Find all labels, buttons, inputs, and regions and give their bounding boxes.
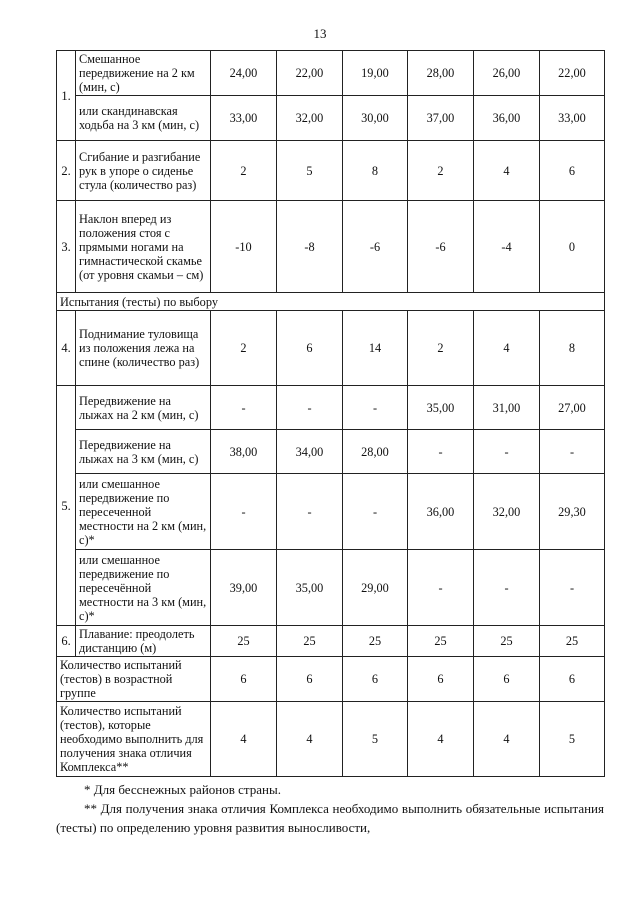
test-name: или смешанное передвижение по пересеченной местности на 2 км (мин, с)*	[76, 474, 211, 550]
norm-value: 6	[540, 657, 605, 702]
norm-value: 33,00	[540, 96, 605, 141]
norm-value: 27,00	[540, 386, 605, 430]
section-title: Испытания (тесты) по выбору	[57, 293, 605, 311]
table-row	[57, 550, 605, 626]
norm-value: -	[343, 474, 408, 550]
norm-value: 6	[277, 311, 343, 386]
test-name: Смешанное передвижение на 2 км (мин, с)	[76, 51, 211, 96]
table-row	[57, 386, 605, 430]
norm-value: 2	[211, 311, 277, 386]
norm-value: 24,00	[211, 51, 277, 96]
test-name: Поднимание туловища из положения лежа на спине (количество раз)	[76, 311, 211, 386]
norm-value: 2	[408, 311, 474, 386]
norm-value: 6	[211, 657, 277, 702]
norm-value: 25	[211, 626, 277, 657]
norm-value: -	[540, 550, 605, 626]
norm-value: -	[408, 430, 474, 474]
norm-value: 8	[540, 311, 605, 386]
norm-value: -	[211, 386, 277, 430]
test-name: Количество испытаний (тестов), которые необходимо выполнить для получения знака отличия Комплекса**	[57, 702, 211, 777]
norm-value: 5	[277, 141, 343, 201]
norm-value: 32,00	[277, 96, 343, 141]
test-name: или смешанное передвижение по пересечённой местности на 3 км (мин, с)*	[76, 550, 211, 626]
norm-value: -	[540, 430, 605, 474]
norm-value: -	[408, 550, 474, 626]
norms-table	[56, 50, 605, 777]
table-row	[57, 311, 605, 386]
norm-value: -6	[343, 201, 408, 293]
test-name: Количество испытаний (тестов) в возрастной группе	[57, 657, 211, 702]
norm-value: 30,00	[343, 96, 408, 141]
norm-value: 2	[211, 141, 277, 201]
footnote: * Для бесснежных районов страны.	[84, 782, 281, 797]
test-name: Плавание: преодолеть дистанцию (м)	[76, 626, 211, 657]
footnotes	[56, 780, 604, 837]
test-name: или скандинавская ходьба на 3 км (мин, с)	[76, 96, 211, 141]
test-name: Передвижение на лыжах на 3 км (мин, с)	[76, 430, 211, 474]
norm-value: 4	[277, 702, 343, 777]
norm-value: 31,00	[474, 386, 540, 430]
norm-value: 29,00	[343, 550, 408, 626]
table-row	[57, 702, 605, 777]
table-row	[57, 430, 605, 474]
norm-value: 6	[474, 657, 540, 702]
table-row	[57, 51, 605, 96]
row-number: 2.	[57, 141, 76, 201]
row-number: 1.	[57, 51, 76, 141]
norm-value: 22,00	[540, 51, 605, 96]
norm-value: -	[474, 430, 540, 474]
norm-value: 35,00	[408, 386, 474, 430]
norm-value: 4	[408, 702, 474, 777]
norm-value: -6	[408, 201, 474, 293]
norm-value: -4	[474, 201, 540, 293]
norm-value: 26,00	[474, 51, 540, 96]
norm-value: 37,00	[408, 96, 474, 141]
norm-value: 6	[408, 657, 474, 702]
norm-value: 5	[343, 702, 408, 777]
norm-value: -	[343, 386, 408, 430]
test-name: Передвижение на лыжах на 2 км (мин, с)	[76, 386, 211, 430]
norm-value: 4	[474, 311, 540, 386]
table-row	[57, 626, 605, 657]
norm-value: -	[211, 474, 277, 550]
norm-value: 6	[343, 657, 408, 702]
footnote: ** Для получения знака отличия Комплекса необходимо выполнить обязательные испытания (тесты) по определению уровня развития выносливости,	[56, 801, 604, 835]
norm-value: -	[474, 550, 540, 626]
norm-value: 2	[408, 141, 474, 201]
norm-value: 38,00	[211, 430, 277, 474]
norm-value: 25	[540, 626, 605, 657]
table-row	[57, 96, 605, 141]
row-number: 4.	[57, 311, 76, 386]
norm-value: 28,00	[343, 430, 408, 474]
table-row	[57, 201, 605, 293]
norm-value: 25	[474, 626, 540, 657]
norm-value: 14	[343, 311, 408, 386]
norm-value: -	[277, 386, 343, 430]
table-row	[57, 657, 605, 702]
norm-value: -10	[211, 201, 277, 293]
norm-value: 19,00	[343, 51, 408, 96]
norm-value: 32,00	[474, 474, 540, 550]
norm-value: 25	[408, 626, 474, 657]
norm-value: 39,00	[211, 550, 277, 626]
norm-value: 35,00	[277, 550, 343, 626]
row-number: 6.	[57, 626, 76, 657]
norm-value: 34,00	[277, 430, 343, 474]
norm-value: 25	[343, 626, 408, 657]
norm-value: 5	[540, 702, 605, 777]
norm-value: 29,30	[540, 474, 605, 550]
norm-value: 8	[343, 141, 408, 201]
norm-value: -	[277, 474, 343, 550]
table-section-row	[57, 293, 605, 311]
norm-value: 6	[277, 657, 343, 702]
row-number: 5.	[57, 386, 76, 626]
norm-value: 28,00	[408, 51, 474, 96]
row-number: 3.	[57, 201, 76, 293]
norm-value: 36,00	[408, 474, 474, 550]
norm-value: 4	[474, 702, 540, 777]
page-number: 13	[313, 26, 327, 41]
table-row	[57, 141, 605, 201]
norm-value: 36,00	[474, 96, 540, 141]
test-name: Сгибание и разгибание рук в упоре о сиденье стула (количество раз)	[76, 141, 211, 201]
norm-value: -8	[277, 201, 343, 293]
norm-value: 6	[540, 141, 605, 201]
norm-value: 33,00	[211, 96, 277, 141]
norm-value: 25	[277, 626, 343, 657]
norm-value: 4	[211, 702, 277, 777]
norm-value: 0	[540, 201, 605, 293]
test-name: Наклон вперед из положения стоя с прямыми ногами на гимнастической скамье (от уровня скамьи – см)	[76, 201, 211, 293]
norm-value: 4	[474, 141, 540, 201]
norm-value: 22,00	[277, 51, 343, 96]
table-row	[57, 474, 605, 550]
